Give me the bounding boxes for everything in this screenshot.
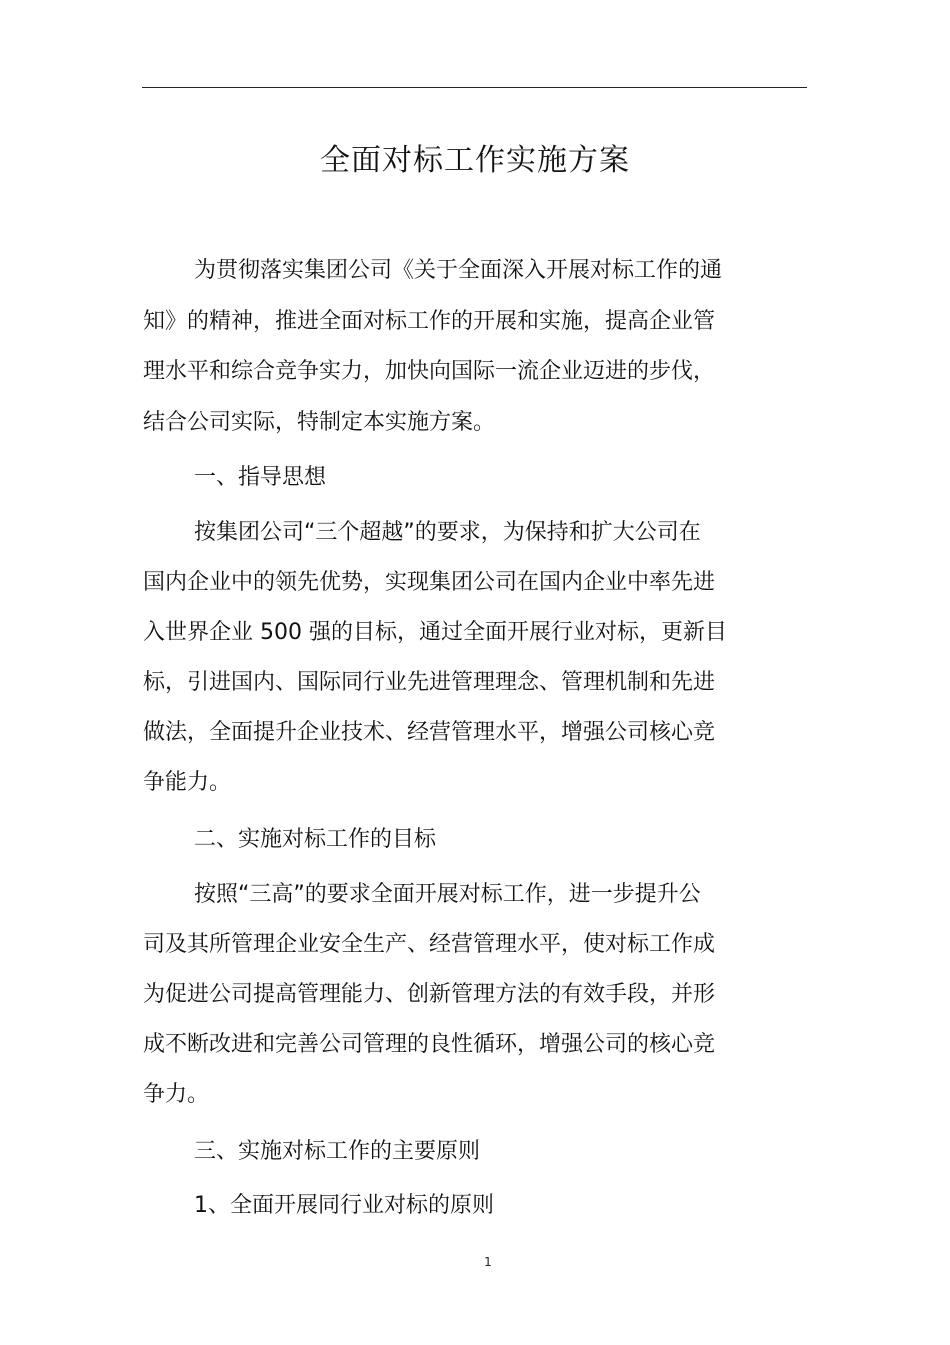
body-line: 标，引进国内、国际同行业先进管理理念、管理机制和先进	[143, 670, 716, 695]
body-line: 按集团公司“三个超越”的要求，为保持和扩大公司在	[194, 520, 701, 545]
page-number: 1	[484, 1255, 492, 1269]
body-line: 司及其所管理企业安全生产、经营管理水平，使对标工作成	[143, 932, 716, 957]
header-rule	[142, 87, 807, 88]
section-heading: 二、实施对标工作的目标	[194, 827, 437, 852]
body-line: 入世界企业 500 强的目标，通过全面开展行业对标，更新目	[143, 620, 727, 645]
body-line: 知》的精神，推进全面对标工作的开展和实施，提高企业管	[143, 309, 716, 334]
body-line: 成不断改进和完善公司管理的良性循环，增强公司的核心竞	[143, 1032, 716, 1057]
document-title: 全面对标工作实施方案	[320, 143, 630, 178]
body-line: 做法，全面提升企业技术、经营管理水平，增强公司核心竞	[143, 720, 716, 745]
body-line: 理水平和综合竞争实力，加快向国际一流企业迈进的步伐，	[143, 359, 716, 384]
body-line: 为促进公司提高管理能力、创新管理方法的有效手段，并形	[143, 982, 716, 1007]
body-line: 结合公司实际，特制定本实施方案。	[143, 410, 496, 435]
body-line: 争能力。	[143, 770, 232, 795]
body-line: 争力。	[143, 1082, 210, 1107]
section-heading: 三、实施对标工作的主要原则	[194, 1139, 481, 1164]
body-line: 按照“三高”的要求全面开展对标工作，进一步提升公	[194, 882, 701, 907]
section-heading: 一、指导思想	[194, 465, 327, 490]
body-line: 国内企业中的领先优势，实现集团公司在国内企业中率先进	[143, 570, 716, 595]
subsection-heading: 1、全面开展同行业对标的原则	[194, 1193, 494, 1218]
body-line: 为贯彻落实集团公司《关于全面深入开展对标工作的通	[194, 258, 723, 283]
